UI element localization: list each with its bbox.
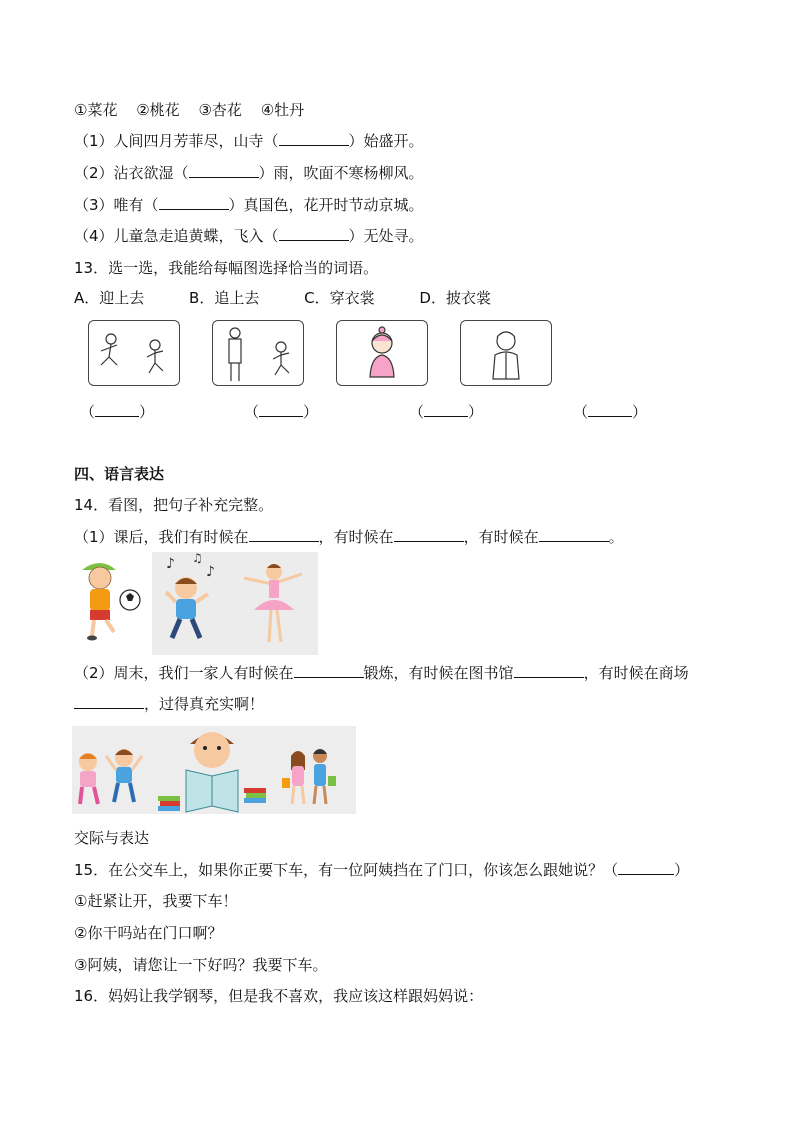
section-heading: 四、语言表达 [74,465,165,483]
line-text: ）无处寻。 [348,227,424,245]
picture-two-kids-running [88,320,180,386]
paren: ） [303,403,319,421]
svg-text:♪: ♪ [166,556,175,572]
communication-heading: 交际与表达 [74,829,150,847]
answer-blank[interactable] [514,663,584,678]
line-text: 15．在公交车上，如果你正要下车，有一位阿姨挡在了门口，你该怎么跟她说？（ [74,861,619,879]
answer-blank[interactable] [539,527,609,542]
q13-title: 13．选一选，我能给每幅图选择恰当的词语。 [74,259,379,277]
q15-option: ③阿姨，请您让一下好吗？我要下车。 [74,956,328,974]
line-text: （1）课后，我们有时候在 [74,528,249,546]
line-text: （2）沾衣欲湿（ [74,164,189,182]
answer-blank[interactable] [424,402,468,417]
q13-answer-1[interactable] [80,402,154,422]
line-text: ，有时候在 [318,528,394,546]
answer-blank[interactable] [95,402,139,417]
answer-blank[interactable] [294,663,364,678]
answer-blank[interactable] [74,694,144,709]
paren: （ [573,403,589,421]
line-text: ）真国色，花开时节动京城。 [228,196,424,214]
q12-line-4 [74,226,424,246]
q12-option: ①菜花 [74,101,118,119]
soccer-boy-figure [82,563,140,641]
q13-choice: B．追上去 [189,289,260,307]
activities-illustration [74,552,318,655]
line-text: （4）儿童急走追黄蝶，飞入（ [74,227,279,245]
q12-option: ②桃花 [136,101,180,119]
q12-line-2 [74,163,424,183]
q16-title: 16．妈妈让我学钢琴，但是我不喜欢，我应该这样跟妈妈说： [74,987,484,1005]
q15-title [74,860,689,880]
paren: （ [409,403,425,421]
line-text: 。 [608,528,624,546]
answer-blank[interactable] [249,527,319,542]
q14-sentence-1 [74,527,624,547]
line-text: （1）人间四月芳菲尽，山寺（ [74,132,279,150]
q13-choices [74,288,491,308]
line-text: ） [674,861,690,879]
line-text: ，过得真充实啊！ [144,695,265,713]
answer-blank[interactable] [259,402,303,417]
q12-line-3 [74,195,424,215]
q14-title: 14．看图，把句子补充完整。 [74,496,274,514]
line-text: ，有时候在 [463,528,539,546]
paren: ） [139,403,155,421]
answer-blank[interactable] [189,163,259,178]
paren: ） [468,403,484,421]
paren: （ [244,403,260,421]
q15-option: ①赶紧让开，我要下车！ [74,892,238,910]
q13-answer-3[interactable] [409,402,483,422]
q12-option: ③杏花 [198,101,242,119]
answer-blank[interactable] [394,527,464,542]
line-text: ）雨，吹面不寒杨柳风。 [258,164,424,182]
q13-choice: A．迎上去 [74,289,145,307]
paren: ） [632,403,648,421]
picture-adult-and-child [212,320,304,386]
q12-option: ④牡丹 [260,101,305,119]
q13-answer-2[interactable] [244,402,318,422]
line-text: 锻炼，有时候在图书馆 [363,664,514,682]
q12-options [74,100,304,120]
line-text: （2）周末，我们一家人有时候在 [74,664,294,682]
q13-answer-4[interactable] [573,402,647,422]
picture-boy-with-coat [460,320,552,386]
answer-blank[interactable] [279,131,349,146]
svg-text:♪: ♪ [206,564,215,580]
answer-blank[interactable] [618,860,674,875]
answer-blank[interactable] [159,195,229,210]
q12-line-1 [74,131,424,151]
answer-blank[interactable] [279,226,349,241]
answer-blank[interactable] [588,402,632,417]
q14-sentence-2-line2 [74,694,264,714]
q13-choice: D．披衣裳 [419,289,491,307]
q13-choice: C．穿衣裳 [304,289,375,307]
line-text: ）始盛开。 [348,132,424,150]
q15-option: ②你干吗站在门口啊？ [74,924,223,942]
picture-girl-dressing [336,320,428,386]
paren: （ [80,403,96,421]
weekend-illustration [72,726,356,814]
svg-text:♫: ♫ [192,552,203,565]
q14-sentence-2-line1 [74,663,689,683]
line-text: ，有时候在商场 [583,664,689,682]
line-text: （3）唯有（ [74,196,159,214]
